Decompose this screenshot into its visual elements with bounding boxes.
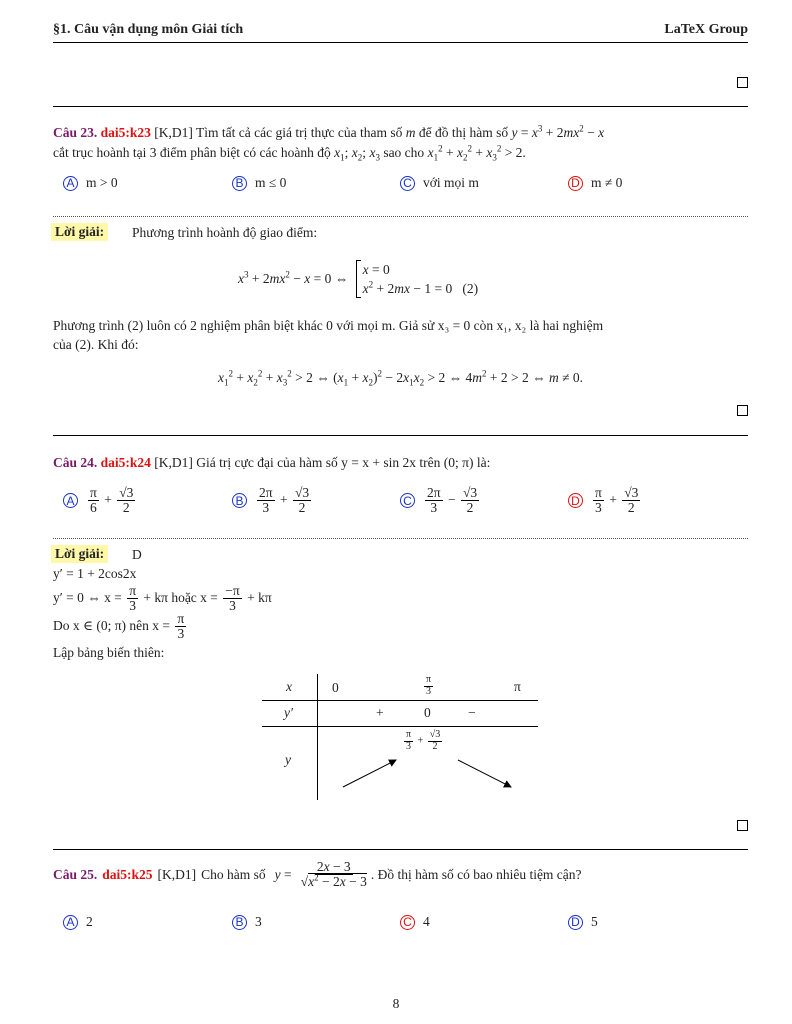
qed-square <box>737 405 748 416</box>
q25-option-a-text: 2 <box>86 914 93 929</box>
table-zero: 0 <box>424 705 431 720</box>
variation-table <box>262 674 538 800</box>
table-max-value: $\frac{\pi}{3}$ + $\frac{√3}{2}$ <box>406 729 441 752</box>
q23-option-a[interactable] <box>63 175 118 191</box>
option-letter-badge: B <box>232 176 247 191</box>
q24-key: dai5:k24 <box>100 455 151 470</box>
table-x-pi3: $\frac{\pi}{3}$ <box>426 674 432 697</box>
arrow-down-icon <box>458 760 511 787</box>
q23-option-c[interactable] <box>400 175 479 191</box>
q24-option-a[interactable] <box>63 486 137 515</box>
table-yp-label: y′ <box>284 705 293 720</box>
q25-key: dai5:k25 <box>102 866 153 882</box>
q23-solution-text: Phương trình hoành độ giao điểm: <box>132 225 318 240</box>
q23-option-d-text: m ≠ 0 <box>591 175 623 190</box>
q24-option-d[interactable] <box>568 486 642 515</box>
q23-option-c-text: với mọi m <box>423 175 479 190</box>
q24-number: Câu 24. <box>53 455 98 470</box>
option-letter-badge: D <box>568 176 583 191</box>
option-letter-badge: B <box>232 915 247 930</box>
q24-text: Do x ∈ (0; π) nên x = <box>53 617 171 633</box>
q25-line1: Câu 25. dai5:k25 [K,D1] Cho hàm số y = $\frac{2x - 3}{√x^2 - 2x - 3}$ . Đồ thị hàm số có bao nhiêu tiệm cận? <box>53 859 582 890</box>
q23-text: Tìm tất cả các giá trị thực của tham số <box>196 125 403 140</box>
table-x-pi: π <box>514 679 521 694</box>
page-header <box>53 22 748 43</box>
option-letter-badge: D <box>568 915 583 930</box>
table-plus: + <box>376 705 384 720</box>
q23-text: sao cho <box>383 145 425 160</box>
q23-option-d[interactable] <box>568 175 622 191</box>
option-letter-badge: C <box>400 915 415 930</box>
q24-line1 <box>53 455 490 471</box>
q24-solution-label: Lời giải: <box>51 545 108 563</box>
q24-sol-line1: y′ = 1 + 2cos2x <box>53 566 137 581</box>
q23-line2: cắt trục hoành tại 3 điểm phân biệt có các hoành độ $x_1$; $x_2$; $x_3$ sao cho $x_1^2 + x_2^2 + x_3^2 > 2$. <box>53 143 526 163</box>
q24-option-c[interactable] <box>400 486 481 515</box>
q24-option-c-expr: $\frac{2\pi}{3}$ − $\frac{√3}{2}$ <box>427 485 478 516</box>
option-letter-badge: B <box>232 493 247 508</box>
option-letter-badge: C <box>400 493 415 508</box>
q23-solution-line3: của (2). Khi đó: <box>53 337 139 352</box>
q24-option-b[interactable] <box>232 486 313 515</box>
q23-text: cắt trục hoành tại 3 điểm phân biệt có các hoành độ <box>53 145 331 160</box>
q25-text: . Đồ thị hàm số có bao nhiêu tiệm cận? <box>370 866 582 882</box>
dotted-separator <box>53 216 748 217</box>
q24-text: + kπ <box>247 589 272 605</box>
q23-number: Câu 23. <box>53 125 98 140</box>
q23-option-a-text: m > 0 <box>86 175 118 190</box>
q24-text: + kπ hoặc x = <box>143 589 218 605</box>
q24-option-a-expr: $\frac{\pi}{6}$ + $\frac{√3}{2}$ <box>90 485 134 516</box>
page-number: 8 <box>392 996 400 1011</box>
q25-function: $\frac{2x - 3}{√x^2 - 2x - 3}$ <box>300 859 367 890</box>
q25-option-a[interactable] <box>63 914 93 930</box>
q25-tag: [K,D1] <box>157 866 197 882</box>
q23-text: để đồ thị hàm số <box>418 125 509 140</box>
q23-final-equation: $x_1^2 + x_2^2 + x_3^2 > 2$ ⇔ $(x_1 + x_2)^2 - 2x_1x_2 > 2$ ⇔ $4m^2 + 2 > 2$ ⇔ m ≠ 0. <box>217 368 583 388</box>
q23-solution-label: Lời giải: <box>51 223 108 241</box>
option-letter-badge: A <box>63 915 78 930</box>
table-x-label: x <box>286 679 292 694</box>
q25-option-d-text: 5 <box>591 914 598 929</box>
q25-text: Cho hàm số <box>201 866 266 882</box>
q23-tag: [K,D1] <box>154 125 193 140</box>
qed-square <box>737 77 748 88</box>
q24-text: Giá trị cực đại của hàm số y = x + sin 2x trên (0; π) là: <box>196 455 491 470</box>
q24-option-d-expr: $\frac{\pi}{3}$ + $\frac{√3}{2}$ <box>595 485 639 516</box>
q25-option-c[interactable] <box>400 914 430 930</box>
q23-option-b-text: m ≤ 0 <box>255 175 287 190</box>
q23-key: dai5:k23 <box>100 125 151 140</box>
table-arrows <box>262 674 538 800</box>
header-section-title: §1. Câu vận dụng môn Giải tích <box>53 22 244 37</box>
q25-number: Câu 25. <box>53 866 98 882</box>
header-group-name: LaTeX Group <box>664 22 748 37</box>
dotted-separator <box>53 538 748 539</box>
qed-square <box>737 820 748 831</box>
q24-sol-line3: Do x ∈ (0; π) nên x = $\frac{\pi}{3}$ <box>53 611 185 642</box>
q25-option-b-text: 3 <box>255 914 262 929</box>
table-x-0: 0 <box>332 680 339 695</box>
option-letter-badge: C <box>400 176 415 191</box>
table-minus: − <box>468 705 476 720</box>
q23-equation-system: $x^3 + 2mx^2 - x = 0$ ⇔ x = 0 $x^2 + 2mx - 1 = 0$ (2) <box>238 262 479 296</box>
separator-rule <box>53 435 748 436</box>
option-letter-badge: D <box>568 493 583 508</box>
q24-answer: D <box>132 547 142 562</box>
q23-solution-line2 <box>53 318 748 334</box>
q24-tag: [K,D1] <box>154 455 193 470</box>
q24-sol-line2: y′ = 0 ⇔ x = $\frac{\pi}{3}$ + kπ hoặc x = $\frac{-\pi}{3}$ + kπ <box>53 583 272 614</box>
q23-solution-text: Phương trình (2) luôn có 2 nghiệm phân biệt khác 0 với mọi m. Giả sử x₃ = 0 còn x₁, x₂ là hai nghiệm <box>53 318 604 333</box>
q24-option-b-expr: $\frac{2\pi}{3}$ + $\frac{√3}{2}$ <box>259 485 310 516</box>
table-y-label: y <box>285 752 291 767</box>
q25-option-c-text: 4 <box>423 914 430 929</box>
q24-sol-line4: Lập bảng biến thiên: <box>53 645 165 660</box>
q24-text: y′ = 0 ⇔ x = <box>53 589 122 605</box>
option-letter-badge: A <box>63 176 78 191</box>
arrow-up-icon <box>343 760 396 787</box>
q25-option-d[interactable] <box>568 914 598 930</box>
separator-rule <box>53 849 748 850</box>
q25-option-b[interactable] <box>232 914 262 930</box>
option-letter-badge: A <box>63 493 78 508</box>
q23-line1: Câu 23. dai5:k23 [K,D1] Tìm tất cả các giá trị thực của tham số m để đồ thị hàm số $y = x^3 + 2mx^2 - x$ <box>53 123 605 140</box>
q23-option-b[interactable] <box>232 175 286 191</box>
separator-rule <box>53 106 748 107</box>
